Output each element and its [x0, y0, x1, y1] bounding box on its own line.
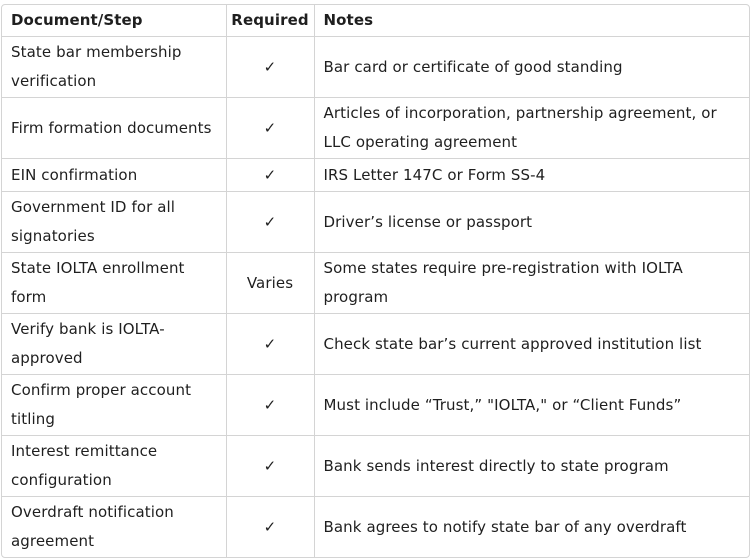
- table-row: [2, 314, 749, 375]
- required-cell: ✓: [226, 375, 314, 436]
- table-row: [2, 253, 749, 314]
- table-row: [2, 98, 749, 159]
- requirements-table-container: [1, 4, 750, 558]
- notes-cell: Bar card or certificate of good standing: [314, 37, 749, 98]
- step-cell: Firm formation documents: [2, 98, 226, 159]
- step-cell: State bar membership verification: [2, 37, 226, 98]
- required-cell: Varies: [226, 253, 314, 314]
- column-header-document-step: Document/Step: [2, 5, 226, 37]
- notes-cell: Driver’s license or passport: [314, 192, 749, 253]
- step-cell: Verify bank is IOLTA-approved: [2, 314, 226, 375]
- step-cell: Government ID for all signatories: [2, 192, 226, 253]
- required-cell: ✓: [226, 37, 314, 98]
- table-row: [2, 37, 749, 98]
- table-row: [2, 497, 749, 558]
- notes-cell: Articles of incorporation, partnership agreement, or LLC operating agreement: [314, 98, 749, 159]
- required-cell: ✓: [226, 192, 314, 253]
- required-cell: ✓: [226, 436, 314, 497]
- step-cell: EIN confirmation: [2, 159, 226, 192]
- step-cell: Interest remittance configuration: [2, 436, 226, 497]
- table-row: [2, 436, 749, 497]
- required-cell: ✓: [226, 98, 314, 159]
- notes-cell: Bank agrees to notify state bar of any overdraft: [314, 497, 749, 558]
- table-row: [2, 375, 749, 436]
- step-cell: Confirm proper account titling: [2, 375, 226, 436]
- step-cell: Overdraft notification agreement: [2, 497, 226, 558]
- table-header-row: [2, 5, 749, 37]
- notes-cell: Bank sends interest directly to state program: [314, 436, 749, 497]
- notes-cell: IRS Letter 147C or Form SS-4: [314, 159, 749, 192]
- step-cell: State IOLTA enrollment form: [2, 253, 226, 314]
- column-header-notes: Notes: [314, 5, 749, 37]
- required-cell: ✓: [226, 159, 314, 192]
- required-cell: ✓: [226, 314, 314, 375]
- notes-cell: Must include “Trust,” "IOLTA," or “Client Funds”: [314, 375, 749, 436]
- required-cell: ✓: [226, 497, 314, 558]
- notes-cell: Check state bar’s current approved institution list: [314, 314, 749, 375]
- requirements-table: [2, 5, 749, 557]
- notes-cell: Some states require pre-registration with IOLTA program: [314, 253, 749, 314]
- table-row: [2, 192, 749, 253]
- table-row: [2, 159, 749, 192]
- column-header-required: Required: [226, 5, 314, 37]
